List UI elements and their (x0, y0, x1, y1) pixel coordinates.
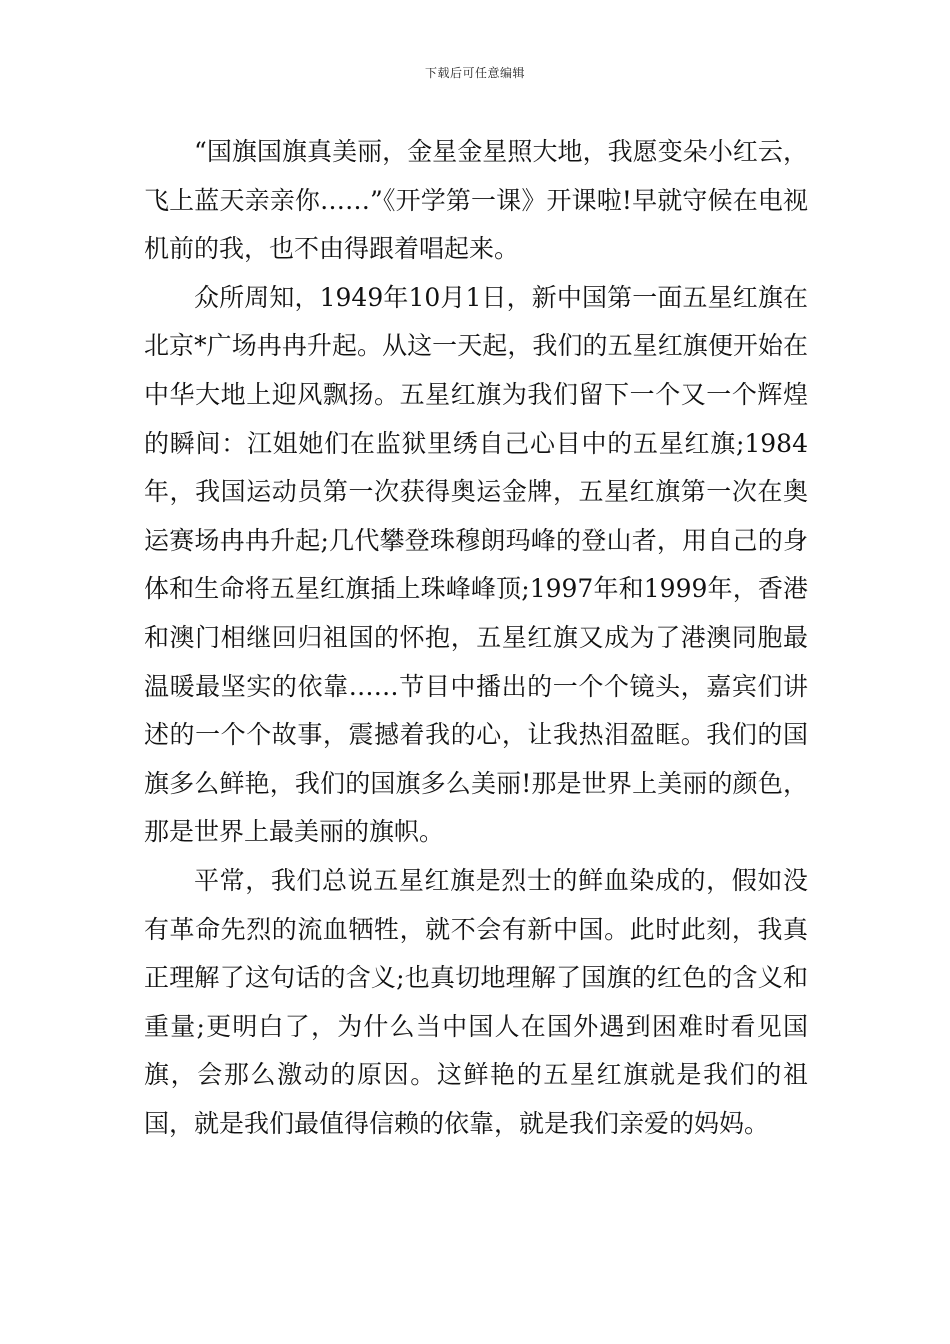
document-body (144, 128, 808, 1148)
paragraph-2: 众所周知，1949年10月1日，新中国第一面五星红旗在北京*广场冉冉升起。从这一天起，我们的五星红旗便开始在中华大地上迎风飘扬。五星红旗为我们留下一个又一个辉煌的瞬间：江姐她们在监狱里绣自己心目中的五星红旗;1984年，我国运动员第一次获得奥运金牌，五星红旗第一次在奥运赛场冉冉升起;几代攀登珠穆朗玛峰的登山者，用自己的身体和生命将五星红旗插上珠峰峰顶;1997年和1999年，香港和澳门相继回归祖国的怀抱，五星红旗又成为了港澳同胞最温暖最坚实的依靠……节目中播出的一个个镜头，嘉宾们讲述的一个个故事，震撼着我的心，让我热泪盈眶。我们的国旗多么鲜艳，我们的国旗多么美丽!那是世界上美丽的颜色，那是世界上最美丽的旗帜。 (144, 282, 808, 847)
paragraph-3: 平常，我们总说五星红旗是烈士的鲜血染成的，假如没有革命先烈的流血牺牲，就不会有新中国。此时此刻，我真正理解了这句话的含义;也真切地理解了国旗的红色的含义和重量;更明白了，为什么当中国人在国外遇到困难时看见国旗，会那么激动的原因。这鲜艳的五星红旗就是我们的祖国，就是我们最值得信赖的依靠，就是我们亲爱的妈妈。 (144, 865, 808, 1138)
paragraph-1: “国旗国旗真美丽，金星金星照大地，我愿变朵小红云，飞上蓝天亲亲你……”《开学第一课》开课啦!早就守候在电视机前的我，也不由得跟着唱起来。 (144, 137, 808, 264)
page-header: 下载后可任意编辑 (424, 66, 525, 80)
